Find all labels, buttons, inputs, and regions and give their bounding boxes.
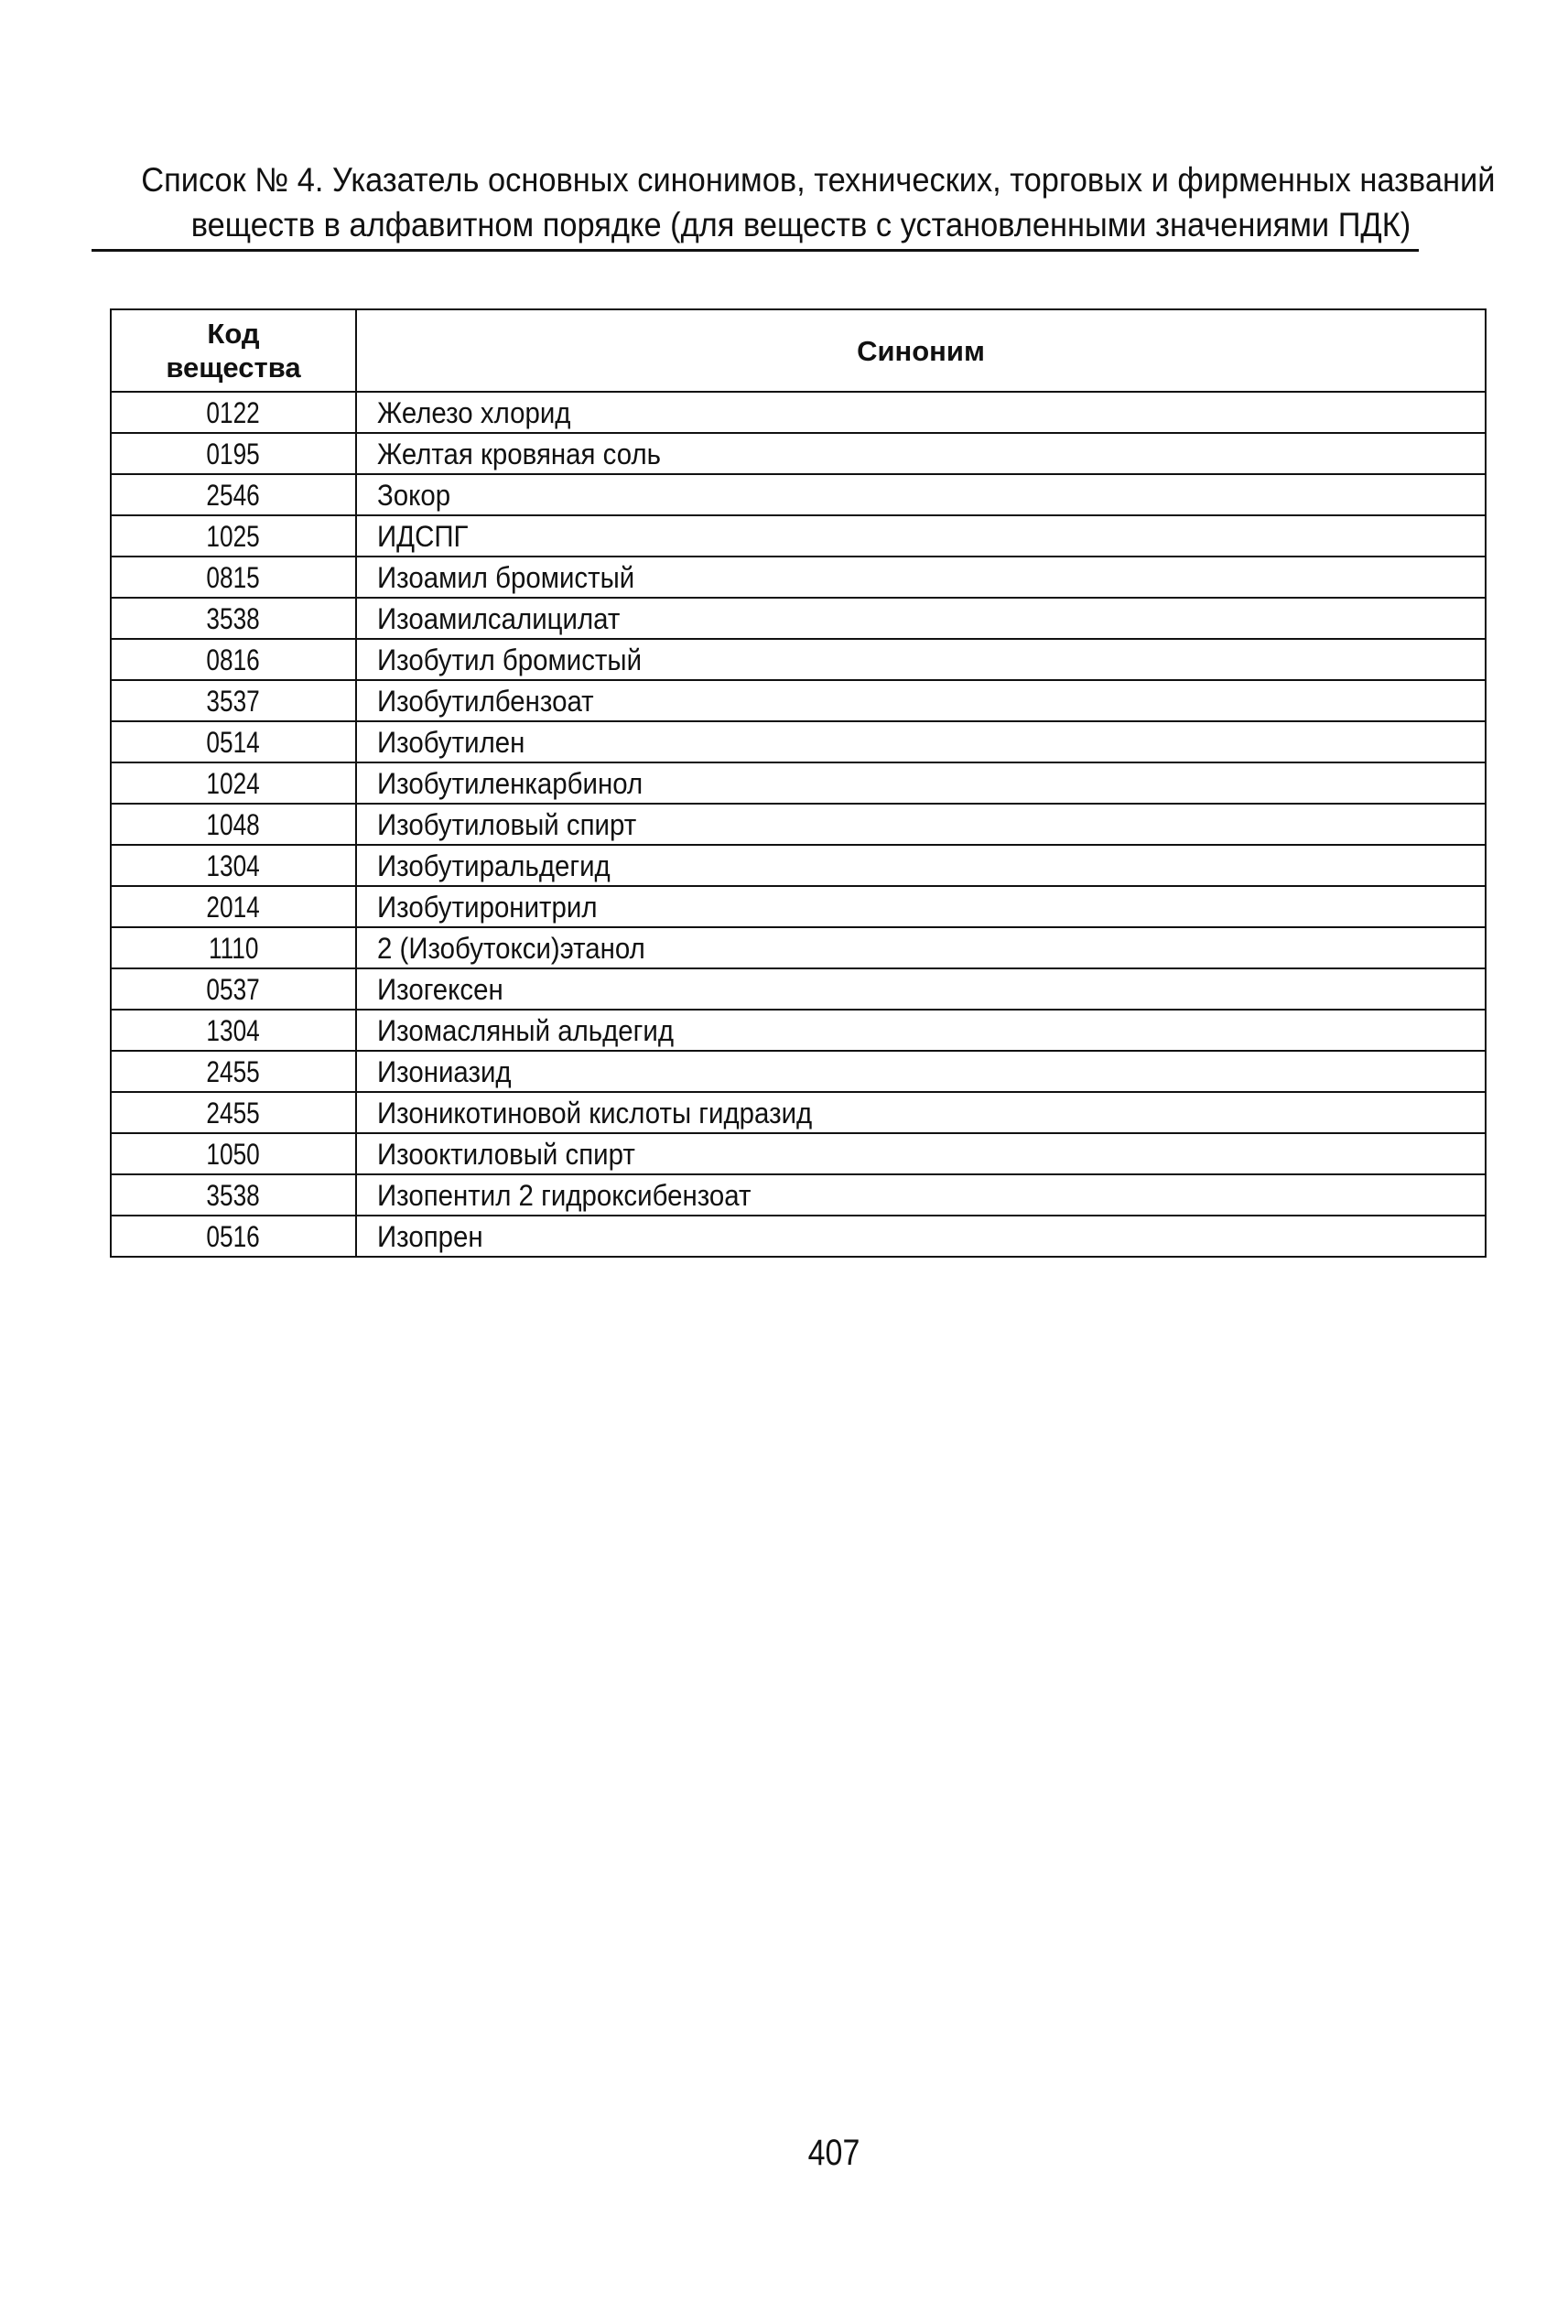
table-row [111, 721, 1486, 762]
substance-code-cell [111, 968, 356, 1010]
substance-code-cell [111, 886, 356, 927]
synonym-table [110, 308, 1487, 1258]
synonym-cell [356, 392, 1486, 433]
substance-code-cell [111, 392, 356, 433]
substance-code-cell [111, 804, 356, 845]
synonym-text: Изобутиронитрил [377, 890, 598, 924]
substance-code: 2455 [206, 1054, 261, 1088]
synonym-cell [356, 1216, 1486, 1257]
synonym-text: Изобутилен [377, 725, 525, 759]
substance-code: 0537 [206, 972, 261, 1006]
synonym-text: Изобутиловый спирт [377, 807, 637, 841]
substance-code-cell [111, 1174, 356, 1216]
synonym-text: Изобутиральдегид [377, 849, 611, 882]
table-row [111, 1092, 1486, 1133]
substance-code-cell [111, 433, 356, 474]
table-row [111, 433, 1486, 474]
substance-code-cell [111, 515, 356, 557]
synonym-cell [356, 557, 1486, 598]
synonym-cell [356, 804, 1486, 845]
table-body [111, 392, 1486, 1257]
substance-code: 1050 [206, 1137, 261, 1171]
synonym-cell [356, 474, 1486, 515]
page-title [141, 157, 1496, 247]
synonym-text: Изооктиловый спирт [377, 1137, 635, 1171]
table-row [111, 762, 1486, 804]
title-underline [92, 249, 1419, 252]
substance-code: 0195 [206, 437, 261, 470]
synonym-text: Зокор [377, 478, 451, 512]
substance-code-cell [111, 1216, 356, 1257]
substance-code: 1110 [208, 931, 259, 965]
substance-code-cell [111, 721, 356, 762]
synonym-text: Изогексен [377, 972, 503, 1006]
header-code-line-1: Код [207, 318, 260, 350]
synonym-text: 2 (Изобутокси)этанол [377, 931, 645, 965]
substance-code-cell [111, 598, 356, 639]
substance-code: 1025 [206, 519, 261, 553]
substance-code: 0514 [206, 725, 261, 759]
substance-code-cell [111, 927, 356, 968]
substance-code: 2455 [206, 1096, 261, 1130]
substance-code: 2014 [206, 890, 261, 924]
synonym-cell [356, 886, 1486, 927]
substance-code: 0122 [206, 395, 261, 429]
substance-code: 2546 [206, 478, 261, 512]
synonym-cell [356, 1133, 1486, 1174]
substance-code: 1048 [206, 807, 261, 841]
table-row [111, 392, 1486, 433]
synonym-text: Изониазид [377, 1054, 512, 1088]
substance-code-cell [111, 1010, 356, 1051]
synonym-text: ИДСПГ [377, 519, 469, 553]
page-number: 407 [807, 2133, 860, 2173]
synonym-text: Изобутил бромистый [377, 643, 643, 676]
substance-code: 3537 [206, 684, 261, 718]
substance-code: 3538 [206, 601, 261, 635]
table-row [111, 515, 1486, 557]
table-row [111, 804, 1486, 845]
substance-code-cell [111, 1051, 356, 1092]
title-line-1: Список № 4. Указатель основных синонимов, технических, торговых и фирменных названий [141, 161, 1496, 199]
substance-code: 0815 [206, 560, 261, 594]
synonym-text: Изоамил бромистый [377, 560, 635, 594]
title-line-2: веществ в алфавитном порядке (для веществ с установленными значениями ПДК) [190, 206, 1411, 243]
substance-code-cell [111, 557, 356, 598]
substance-code-cell [111, 680, 356, 721]
synonym-text: Железо хлорид [377, 395, 571, 429]
substance-code: 1304 [206, 849, 261, 882]
synonym-cell [356, 598, 1486, 639]
synonym-text: Изоникотиновой кислоты гидразид [377, 1096, 813, 1130]
synonym-cell [356, 1092, 1486, 1133]
substance-code-cell [111, 474, 356, 515]
synonym-cell [356, 762, 1486, 804]
synonym-text: Изобутиленкарбинол [377, 766, 643, 800]
substance-code-cell [111, 762, 356, 804]
synonym-cell [356, 927, 1486, 968]
table-row [111, 639, 1486, 680]
table-row [111, 1051, 1486, 1092]
table-row [111, 1216, 1486, 1257]
table-row [111, 1010, 1486, 1051]
synonym-cell [356, 433, 1486, 474]
table-row [111, 474, 1486, 515]
table-row [111, 1133, 1486, 1174]
substance-code-cell [111, 639, 356, 680]
synonym-text: Изопентил 2 гидроксибензоат [377, 1178, 752, 1212]
synonym-text: Изопрен [377, 1219, 483, 1253]
synonym-cell [356, 721, 1486, 762]
synonym-cell [356, 1010, 1486, 1051]
header-code [111, 309, 356, 392]
table-row [111, 968, 1486, 1010]
synonym-cell [356, 968, 1486, 1010]
substance-code-cell [111, 1133, 356, 1174]
synonym-cell [356, 1174, 1486, 1216]
substance-code: 1304 [206, 1013, 261, 1047]
substance-code: 0516 [206, 1219, 261, 1253]
table-row [111, 927, 1486, 968]
synonym-cell [356, 639, 1486, 680]
substance-code-cell [111, 845, 356, 886]
synonym-text: Изомасляный альдегид [377, 1013, 674, 1047]
synonym-cell [356, 845, 1486, 886]
substance-code: 3538 [206, 1178, 261, 1212]
table-row [111, 845, 1486, 886]
table-row [111, 886, 1486, 927]
header-synonym: Синоним [356, 309, 1486, 392]
table-row [111, 1174, 1486, 1216]
table-header-row [111, 309, 1486, 392]
substance-code: 1024 [206, 766, 261, 800]
synonym-cell [356, 1051, 1486, 1092]
substance-code-cell [111, 1092, 356, 1133]
table-row [111, 680, 1486, 721]
synonym-text: Изобутилбензоат [377, 684, 594, 718]
synonym-cell [356, 515, 1486, 557]
header-code-line-2: вещества [166, 351, 301, 384]
synonym-cell [356, 680, 1486, 721]
table-row [111, 598, 1486, 639]
synonym-text: Желтая кровяная соль [377, 437, 661, 470]
table-row [111, 557, 1486, 598]
substance-code: 0816 [206, 643, 261, 676]
synonym-text: Изоамилсалицилат [377, 601, 621, 635]
